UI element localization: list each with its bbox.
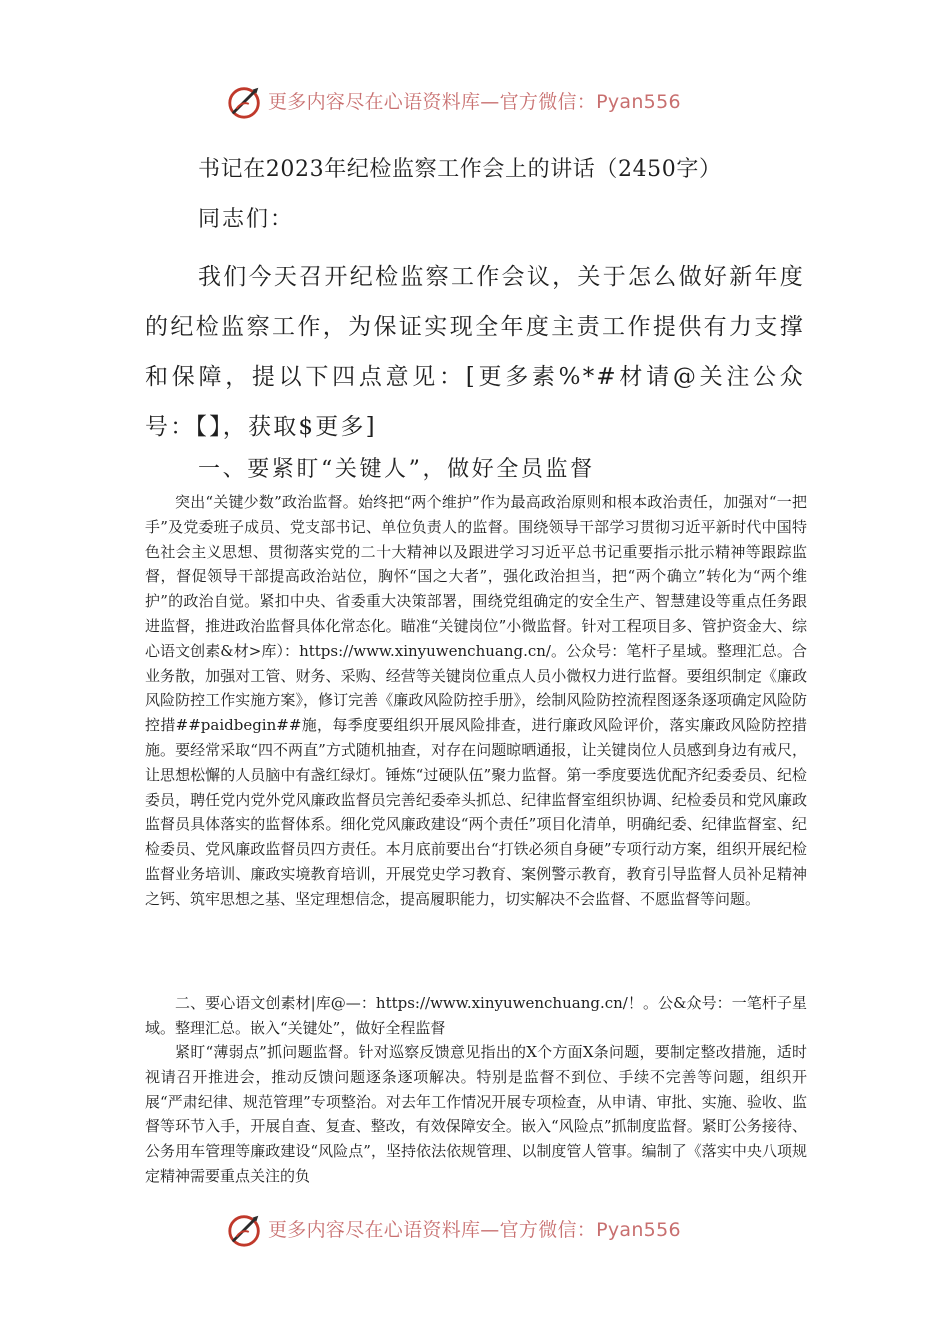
pen-scroll-logo-icon	[226, 83, 264, 121]
pen-scroll-logo-icon	[226, 1211, 264, 1249]
salutation: 同志们：	[198, 207, 295, 232]
body-paragraph: 突出“关键少数”政治监督。始终把“两个维护”作为最高政治原则和根本政治责任，加强对“一把手”及党委班子成员、党支部书记、单位负责人的监督。围绕领导干部学习贯彻习近平新时代中国特色社会主义思想、贯彻落实党的二十大精神以及跟进学习习近平总书记重要指示批示精神等跟踪监督，督促领导干部提高政治站位，胸怀“国之大者”，强化政治担当，把“两个确立”转化为“两个维护”的政治自觉。紧扣中央、省委重大决策部署，围绕党组确定的安全生产、智慧建设等重点任务跟进监督，推进政治监督具体化常态化。瞄准“关键岗位”小微监督。针对工程项目多、管护资金大、综心语文创素&材>库）：https://www.xinyuwenchuang.cn/。公众号：笔杆子星域。整理汇总。合业务散，加强对工管、财务、采购、经营等关键岗位重点人员小微权力进行监督。要组织制定《廉政风险防控工作实施方案》，修订完善《廉政风险防控手册》，绘制风险防控流程图逐条逐项确定风险防控措##paidbegin##施，每季度要组织开展风险排查，进行廉政风险评价，落实廉政风险防控措施。要经常采取“四不两直”方式随机抽查，对存在问题晾晒通报，让关键岗位人员感到身边有戒尺，让思想松懈的人员脑中有盏红绿灯。锤炼“过硬队伍”聚力监督。第一季度要选优配齐纪委委员、纪检委员，聘任党内党外党风廉政监督员完善纪委牵头抓总、纪律监督室组织协调、纪检委员和党风廉政监督员具体落实的监督体系。细化党风廉政建设“两个责任”项目化清单，明确纪委、纪律监督室、纪检委员、党风廉政监督员四方责任。本月底前要出台“打铁必须自身硬”专项行动方案，组织开展纪检监督业务培训、廉政实境教育培训，开展党史学习教育、案例警示教育，教育引导监督人员补足精神之钙、筑牢思想之基、坚定理想信念，提高履职能力，切实解决不会监督、不愿监督等问题。	[145, 493, 807, 908]
header-banner	[0, 80, 950, 124]
intro-paragraph: 我们今天召开纪检监察工作会议，关于怎么做好新年度的纪检监察工作，为保证实现全年度主责工作提供有力支撑和保障，提以下四点意见：[更多素%*#材请@关注公众号：【】，获取$更多]	[145, 264, 805, 440]
banner-text: 更多内容尽在心语资料库—官方微信：Pyan556	[268, 91, 681, 113]
body-paragraph: 二、要心语文创素材|库@—：https://www.xinyuwenchuang.cn/！。公&众号：一笔杆子星域。整理汇总。嵌入“关键处”，做好全程监督	[145, 994, 807, 1037]
footer-banner	[0, 1208, 950, 1252]
banner-text: 更多内容尽在心语资料库—官方微信：Pyan556	[268, 1219, 681, 1241]
document-title: 书记在2023年纪检监察工作会上的讲话（2450字）	[198, 157, 722, 182]
section-heading: 一、要紧盯“关键人”，做好全员监督	[198, 457, 595, 482]
body-paragraph: 紧盯“薄弱点”抓问题监督。针对巡察反馈意见指出的X个方面X条问题，要制定整改措施，适时视请召开推进会，推动反馈问题逐条逐项解决。特别是监督不到位、手续不完善等问题，组织开展“严肃纪律、规范管理”专项整治。对去年工作情况开展专项检查，从申请、审批、实施、验收、监督等环节入手，开展自查、复查、整改，有效保障安全。嵌入“风险点”抓制度监督。紧盯公务接待、公务用车管理等廉政建设“风险点”，坚持依法依规管理、以制度管人管事。编制了《落实中央八项规定精神需要重点关注的负	[145, 1043, 807, 1185]
